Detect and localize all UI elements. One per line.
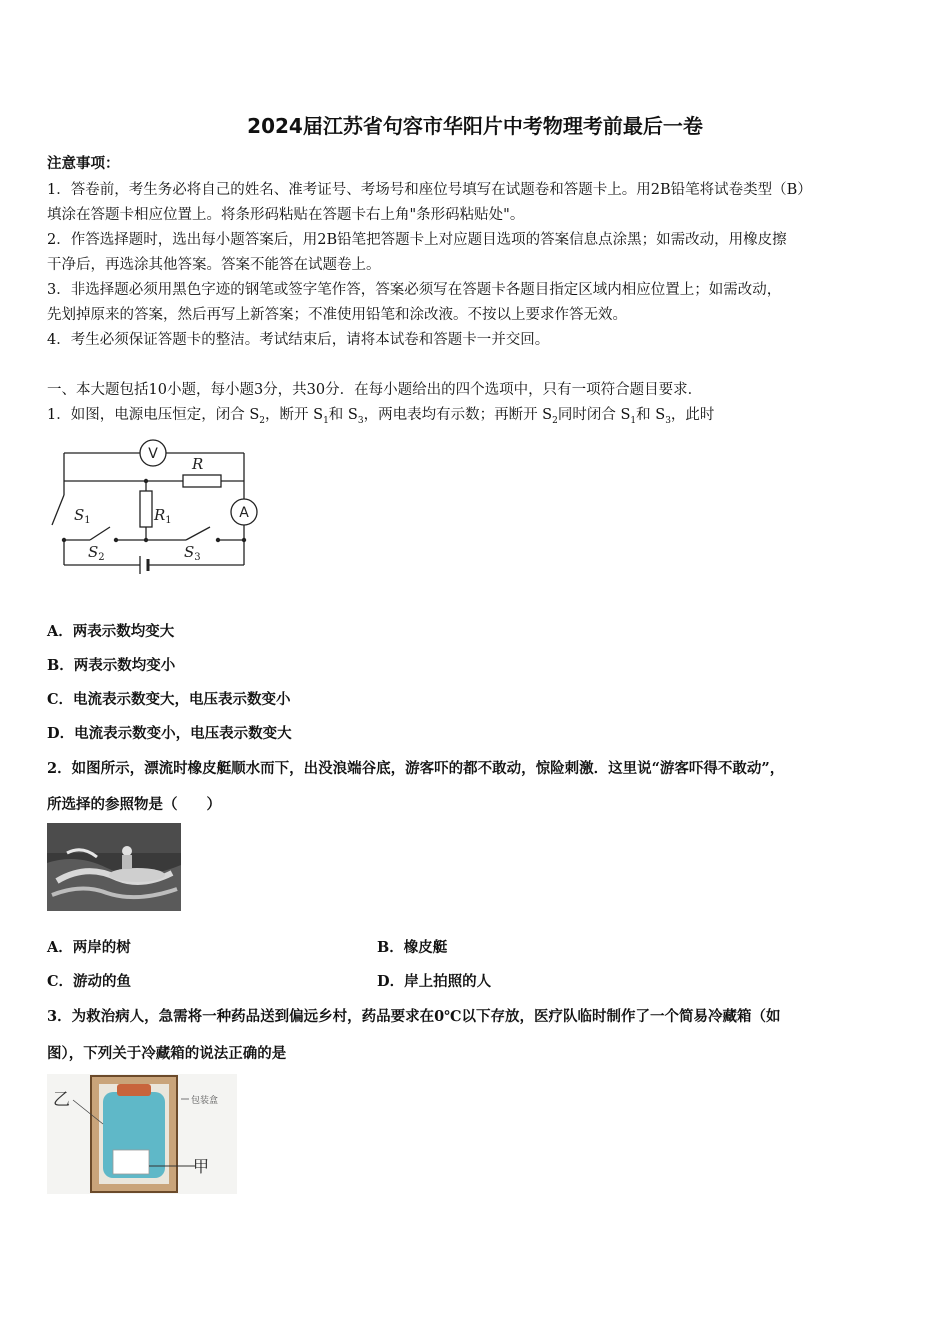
question-3-stem: 3．为救治病人，急需将一种药品送到偏远乡村，药品要求在0℃以下存放，医疗队临时制作了一个简易冷藏箱（如 (47, 1008, 781, 1025)
q2-option-c[interactable]: C．游动的鱼 (47, 973, 132, 990)
notice-line: 3．非选择题必须用黑色字迹的钢笔或签字笔作答，答案必须写在答题卡各题目指定区域内相应位置上；如需改动， (47, 282, 782, 298)
q2-option-b[interactable]: B．橡皮艇 (377, 939, 448, 956)
q1-option-a[interactable]: A．两表示数均变大 (47, 623, 175, 640)
q1-option-c[interactable]: C．电流表示数变大，电压表示数变小 (47, 691, 291, 708)
label-box: 包装盒 (191, 1096, 219, 1106)
question-1-stem: 1．如图，电源电压恒定，闭合 $S_2$，断开 $S_1$和 $S_3$，两电表均有示数；再断开 $S_2$同时闭合 $S_1$和 $S_3$，此时 (47, 407, 715, 426)
label-jia: 甲 (193, 1157, 210, 1176)
label-yi: 乙 (53, 1090, 70, 1110)
circuit-diagram (40, 435, 270, 585)
question-2-stem-cont: 所选择的参照物是（ ） (47, 796, 221, 813)
ammeter-label: A (239, 505, 249, 521)
notice-line: 1．答卷前，考生务必将自己的姓名、准考证号、考场号和座位号填写在试题卷和答题卡上。用2B铅笔将试卷类型（B） (47, 182, 812, 198)
notice-line: 填涂在答题卡相应位置上。将条形码粘贴在答题卡右上角"条形码粘贴处"。 (47, 207, 525, 223)
notice-line: 干净后，再选涂其他答案。答案不能答在试题卷上。 (47, 257, 381, 273)
resistor-r1-label: $R_1$ (154, 506, 172, 526)
notice-line: 4．考生必须保证答题卡的整洁。考试结束后，请将本试卷和答题卡一并交回。 (47, 332, 550, 348)
switch-s1-label: $S_1$ (74, 506, 91, 526)
voltmeter-label: V (148, 446, 158, 462)
notice-heading: 注意事项： (47, 155, 120, 172)
resistor-r-label: R (192, 455, 204, 473)
notice-line: 2．作答选择题时，选出每小题答案后，用2B铅笔把答题卡上对应题目选项的答案信息点涂黑；如需改动，用橡皮擦 (47, 232, 787, 248)
q2-option-d[interactable]: D．岸上拍照的人 (377, 973, 492, 990)
q1-option-d[interactable]: D．电流表示数变小，电压表示数变大 (47, 725, 292, 742)
switch-s3-label: $S_3$ (184, 543, 201, 563)
question-3-stem-cont: 图），下列关于冷藏箱的说法正确的是 (47, 1045, 287, 1062)
question-2-stem: 2．如图所示，漂流时橡皮艇顺水而下，出没浪端谷底，游客吓的都不敢动，惊险刺激．这里说“游客吓得不敢动”， (47, 760, 785, 777)
rafting-photo (47, 823, 181, 911)
section-heading: 一、本大题包括10小题，每小题3分，共30分．在每小题给出的四个选项中，只有一项符合题目要求． (47, 382, 703, 398)
q2-option-a[interactable]: A．两岸的树 (47, 939, 131, 956)
notice-line: 先划掉原来的答案，然后再写上新答案；不准使用铅笔和涂改液。不按以上要求作答无效。 (47, 307, 627, 323)
page-title: 2024届江苏省句容市华阳片中考物理考前最后一卷 (247, 114, 703, 138)
switch-s2-label: $S_2$ (88, 543, 105, 563)
cold-box-figure (47, 1072, 237, 1197)
q1-option-b[interactable]: B．两表示数均变小 (47, 657, 176, 674)
